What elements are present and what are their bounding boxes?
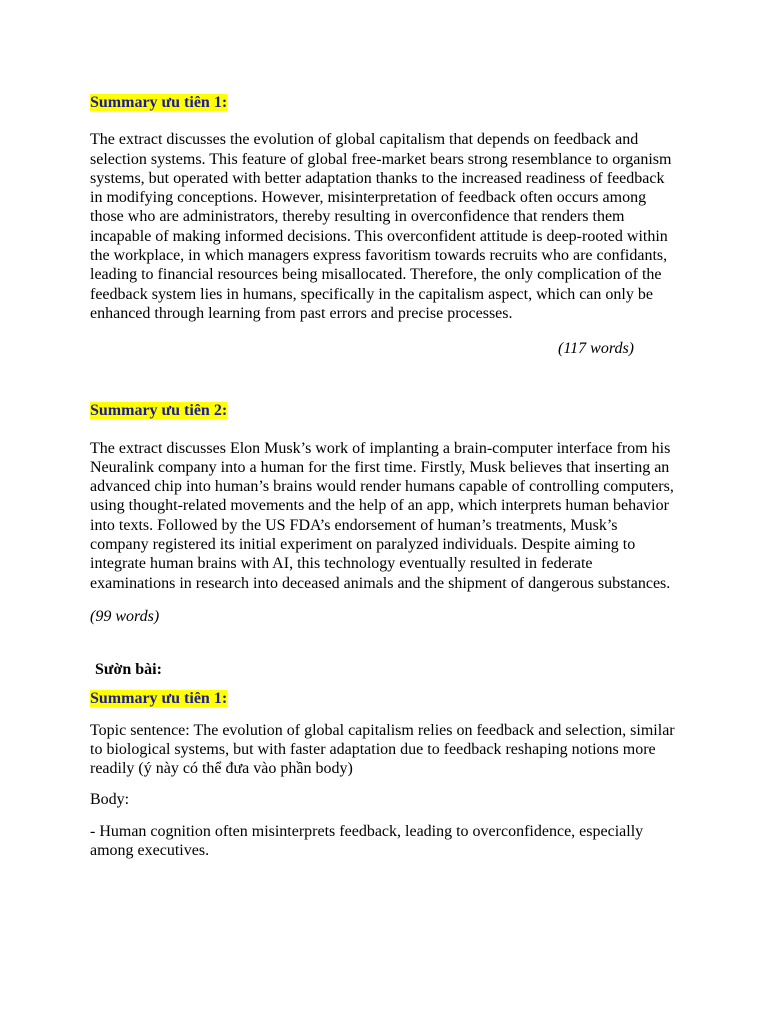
summary-2-body: The extract discusses Elon Musk’s work of implanting a brain-computer interface from his Neuralink company into a human for the first time. Firstly, Musk believes that inserting an advanced chip into human’s brains would render humans capable of controlling computers, using thought-related movements and the help of an app, which interprets human behavior into texts. Followed by the US FDA’s endorsement of human’s treatments, Musk’s company registered its initial experiment on paralyzed individuals. Despite aiming to integrate human brains with AI, this technology eventually resulted in federate examinations in research into deceased animals and the shipment of dangerous substances. bbox=[90, 439, 674, 592]
outline-bullet-1: - Human cognition often misinterprets feedback, leading to overconfidence, especially among executives. bbox=[90, 822, 644, 860]
summary-1-heading-text: Summary ưu tiên 1: bbox=[90, 94, 228, 111]
outline-body-label: Body: bbox=[90, 791, 130, 809]
summary-1-word-count: (117 words) bbox=[558, 340, 634, 358]
outline-summary-1-heading-text: Summary ưu tiên 1: bbox=[90, 690, 228, 708]
summary-1-heading bbox=[90, 93, 680, 112]
summary-2-heading-text: Summary ưu tiên 2: bbox=[90, 402, 228, 420]
outline-summary-1-heading bbox=[90, 689, 680, 708]
outline-title: Sườn bài: bbox=[95, 661, 162, 679]
summary-1-body: The extract discusses the evolution of global capitalism that depends on feedback and selection systems. This feature of global free-market bears strong resemblance to organism systems, but operated with better adaptation thanks to the increased readiness of feedback in modifying conceptions. However, misinterpretation of feedback often occurs among those who are administrators, thereby resulting in overconfidence that renders them incapable of making informed decisions. This overconfident attitude is deep-rooted within the workplace, in which managers express favoritism towards recruits who are confidants, leading to financial resources being misallocated. Therefore, the only complication of the feedback system lies in humans, specifically in the capitalism aspect, which can only be enhanced through learning from past errors and precise processes. bbox=[90, 131, 672, 322]
outline-topic-sentence: Topic sentence: The evolution of global capitalism relies on feedback and selection, similar to biological systems, but with faster adaptation due to feedback reshaping notions more readily (ý này có thể đưa vào phần body) bbox=[90, 721, 675, 778]
summary-2-heading bbox=[90, 401, 680, 420]
document-content bbox=[90, 93, 680, 860]
summary-2-word-count: (99 words) bbox=[90, 607, 160, 625]
